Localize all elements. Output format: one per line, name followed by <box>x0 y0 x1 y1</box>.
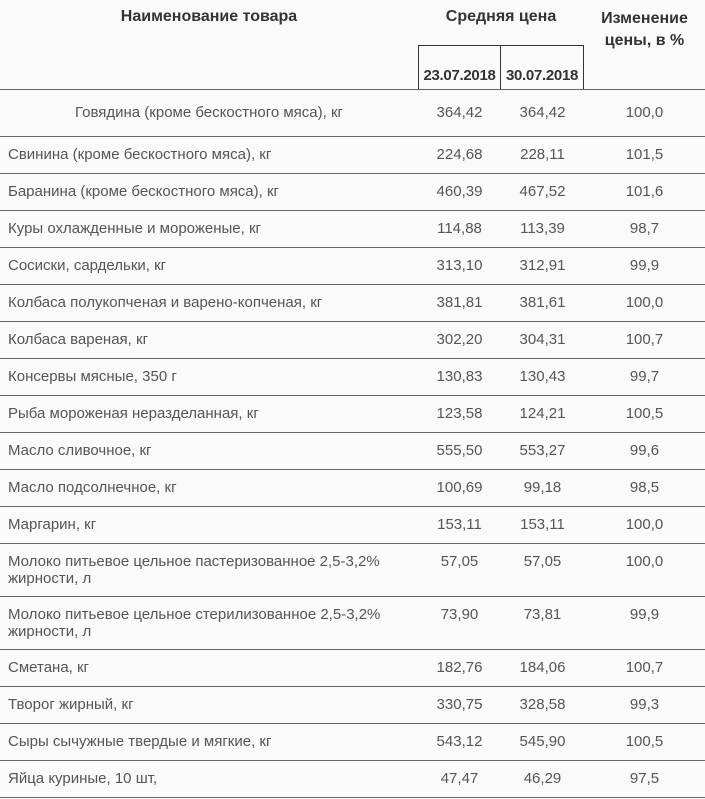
table-row <box>0 248 705 285</box>
price-date-1: 182,76 <box>436 659 483 676</box>
price-date-2: 73,81 <box>523 606 562 623</box>
table-row <box>0 650 705 687</box>
price-date-1: 330,75 <box>436 696 483 713</box>
table-row <box>0 544 705 597</box>
price-change: 100,5 <box>625 405 664 422</box>
product-name: Колбаса вареная, кг <box>8 331 149 348</box>
table-row <box>0 396 705 433</box>
table-row <box>0 174 705 211</box>
price-change: 100,0 <box>625 104 664 121</box>
price-date-2: 328,58 <box>519 696 566 713</box>
table-row <box>0 211 705 248</box>
price-change: 99,6 <box>629 442 660 459</box>
price-change: 98,5 <box>629 479 660 496</box>
product-name: Творог жирный, кг <box>8 696 134 713</box>
table-body <box>0 90 705 798</box>
price-date-1: 313,10 <box>436 257 483 274</box>
product-name: Консервы мясные, 350 г <box>8 368 177 385</box>
price-date-2: 113,39 <box>520 220 565 237</box>
price-date-1: 381,81 <box>436 294 483 311</box>
price-date-1: 364,42 <box>436 104 483 121</box>
table-row <box>0 359 705 396</box>
price-change: 99,9 <box>629 257 660 274</box>
price-date-1: 130,83 <box>436 368 483 385</box>
price-change: 100,5 <box>625 733 664 750</box>
price-date-1: 100,69 <box>436 479 483 496</box>
table-row <box>0 507 705 544</box>
product-name: Молоко питьевое цельное стерилизованное 2,5-3,2% жирности, л <box>8 606 381 640</box>
price-date-1: 543,12 <box>436 733 483 750</box>
price-date-2: 545,90 <box>519 733 566 750</box>
price-change: 100,0 <box>625 294 664 311</box>
product-name: Масло сливочное, кг <box>8 442 152 459</box>
product-name: Куры охлажденные и мороженые, кг <box>8 220 261 237</box>
price-change: 99,9 <box>629 606 660 623</box>
price-date-2: 364,42 <box>519 104 566 121</box>
table-row <box>0 470 705 507</box>
price-date-2: 553,27 <box>519 442 566 459</box>
price-date-2: 130,43 <box>519 368 566 385</box>
price-date-2: 124,21 <box>519 405 566 422</box>
table-row <box>0 433 705 470</box>
price-date-1: 153,11 <box>437 516 482 533</box>
price-date-2: 228,11 <box>520 146 565 163</box>
table-row <box>0 90 705 137</box>
product-name: Колбаса полукопченая и варено-копченая, кг <box>8 294 323 311</box>
price-change: 100,7 <box>625 659 664 676</box>
product-name: Масло подсолнечное, кг <box>8 479 177 496</box>
price-date-1: 47,47 <box>440 770 479 787</box>
price-date-1: 460,39 <box>436 183 483 200</box>
product-name: Молоко питьевое цельное пастеризованное 2,5-3,2% жирности, л <box>8 553 380 587</box>
header-price-change: Изменение цены, в % <box>601 10 688 49</box>
price-date-1: 302,20 <box>436 331 483 348</box>
price-date-2: 312,91 <box>519 257 566 274</box>
table-row <box>0 137 705 174</box>
price-date-1: 224,68 <box>436 146 483 163</box>
price-date-2: 184,06 <box>519 659 566 676</box>
price-date-1: 114,88 <box>437 220 482 237</box>
table-row <box>0 322 705 359</box>
price-change: 98,7 <box>629 220 660 237</box>
table-row <box>0 761 705 798</box>
header-average-price: Средняя цена <box>445 8 557 25</box>
product-name: Рыба мороженая неразделанная, кг <box>8 405 259 422</box>
table-row <box>0 597 705 650</box>
header-date-1: 23.07.2018 <box>418 45 501 89</box>
price-change: 100,0 <box>625 516 664 533</box>
price-date-1: 555,50 <box>436 442 483 459</box>
product-name: Яйца куриные, 10 шт, <box>8 770 158 787</box>
header-date-2: 30.07.2018 <box>501 45 584 89</box>
product-name: Сметана, кг <box>8 659 90 676</box>
price-date-2: 304,31 <box>519 331 566 348</box>
product-name: Говядина (кроме бескостного мяса), кг <box>74 104 343 121</box>
price-date-2: 46,29 <box>523 770 562 787</box>
table-row <box>0 687 705 724</box>
product-name: Сыры сычужные твердые и мягкие, кг <box>8 733 272 750</box>
price-change: 100,0 <box>625 553 664 570</box>
price-date-2: 467,52 <box>519 183 566 200</box>
price-change: 100,7 <box>625 331 664 348</box>
price-date-2: 381,61 <box>519 294 566 311</box>
price-date-1: 123,58 <box>436 405 483 422</box>
product-name: Баранина (кроме бескостного мяса), кг <box>8 183 280 200</box>
price-change: 101,5 <box>625 146 664 163</box>
price-change: 99,7 <box>629 368 660 385</box>
price-change: 101,6 <box>625 183 664 200</box>
price-date-1: 57,05 <box>440 553 479 570</box>
product-name: Сосиски, сардельки, кг <box>8 257 167 274</box>
header-product-name: Наименование товара <box>120 8 298 25</box>
product-name: Свинина (кроме бескостного мяса), кг <box>8 146 272 163</box>
price-date-2: 99,18 <box>523 479 562 496</box>
price-change: 99,3 <box>629 696 660 713</box>
price-date-1: 73,90 <box>440 606 479 623</box>
product-name: Маргарин, кг <box>8 516 97 533</box>
price-date-2: 153,11 <box>520 516 565 533</box>
table-row <box>0 285 705 322</box>
table-header <box>0 0 705 90</box>
table-row <box>0 724 705 761</box>
price-date-2: 57,05 <box>523 553 562 570</box>
price-change: 97,5 <box>629 770 660 787</box>
